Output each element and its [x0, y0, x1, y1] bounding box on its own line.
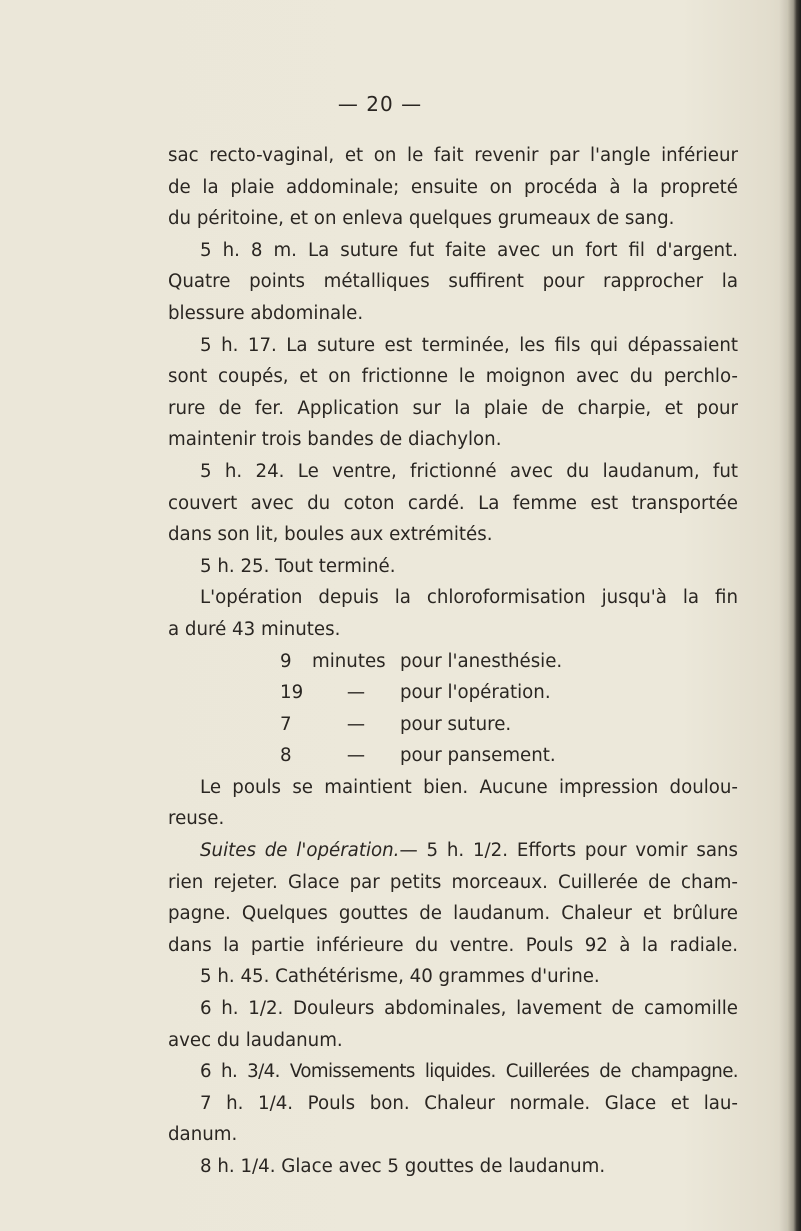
text-line: sac recto-vaginal, et on le fait revenir par l'angle inférieur [168, 145, 738, 166]
breakdown-desc: pour pansement. [400, 745, 556, 767]
text-line: 5 h. 45. Cathétérisme, 40 grammes d'urine. [200, 966, 600, 988]
text-line: 6 h. 1/2. Douleurs abdominales, lavement de camomille [200, 998, 738, 1020]
section-title-italic: Suites de l'opération. [200, 840, 400, 862]
breakdown-num: 8 [280, 745, 292, 767]
text-line: avec du laudanum. [168, 1029, 343, 1051]
text-line: dans la partie inférieure du ventre. Pouls 92 à la radiale. [168, 934, 738, 956]
text-line: rien rejeter. Glace par petits morceaux. Cuillerée de cham- [168, 871, 738, 893]
text-line: rure de fer. Application sur la plaie de charpie, et pour [168, 397, 738, 419]
breakdown-desc: pour l'anesthésie. [400, 650, 563, 672]
text-line: 6 h. 3/4. Vomissements liquides. Cuillerées de champagne. [200, 1061, 738, 1083]
text-line: L'opération depuis la chloroformisation jusqu'à la fin [200, 587, 738, 609]
breakdown-desc: pour l'opération. [400, 682, 551, 704]
text-line: 5 h. 25. Tout terminé. [200, 555, 396, 577]
text-line: Le pouls se maintient bien. Aucune impression doulou- [200, 776, 738, 798]
page-gutter-shadow [779, 0, 787, 1231]
breakdown-row [168, 677, 738, 709]
text-line: dans son lit, boules aux extrémités. [168, 524, 493, 546]
text-line: 5 h. 17. La suture est terminée, les fils qui dépassaient [200, 334, 738, 356]
text-line: 5 h. 24. Le ventre, frictionné avec du laudanum, fut [200, 460, 738, 482]
breakdown-desc: pour suture. [400, 713, 512, 735]
text-line: 7 h. 1/4. Pouls bon. Chaleur normale. Glace et lau- [200, 1092, 738, 1114]
text-line: 8 h. 1/4. Glace avec 5 gouttes de laudanum. [200, 1156, 606, 1177]
breakdown-num: 7 [280, 713, 292, 735]
page-number: — 20 — [337, 92, 423, 116]
text-line: sont coupés, et on frictionne le moignon avec du perchlo- [168, 366, 738, 388]
text-line: a duré 43 minutes. [168, 618, 341, 640]
breakdown-sep: — [346, 713, 366, 735]
breakdown-sep: — [346, 745, 366, 767]
breakdown-row [168, 740, 738, 772]
breakdown-row [168, 646, 738, 678]
text-line: 5 h. 8 m. La suture fut faite avec un fort fil d'argent. [200, 239, 738, 261]
text-line: danum. [168, 1124, 238, 1146]
breakdown-num: 9 [280, 650, 292, 672]
text-line: blessure abdominale. [168, 302, 364, 324]
breakdown-sep: minutes [312, 650, 386, 672]
breakdown-row [168, 709, 738, 741]
text-line: de la plaie addominale; ensuite on procéda à la propreté [168, 176, 738, 198]
text-line: couvert avec du coton cardé. La femme est transportée [168, 492, 738, 514]
breakdown-num: 19 [280, 682, 304, 704]
breakdown-sep: — [346, 682, 366, 704]
text-line: reuse. [168, 808, 225, 830]
text-line: du péritoine, et on enleva quelques grumeaux de sang. [168, 208, 675, 230]
book-edge [787, 0, 801, 1231]
text-line: Quatre points métalliques suffirent pour rapprocher la [168, 271, 738, 293]
text-line: maintenir trois bandes de diachylon. [168, 429, 502, 451]
text-line [168, 835, 738, 867]
text-line: pagne. Quelques gouttes de laudanum. Chaleur et brûlure [168, 903, 738, 925]
body-text [168, 140, 738, 1183]
text-fragment: — 5 h. 1/2. Efforts pour vomir sans [399, 840, 738, 862]
